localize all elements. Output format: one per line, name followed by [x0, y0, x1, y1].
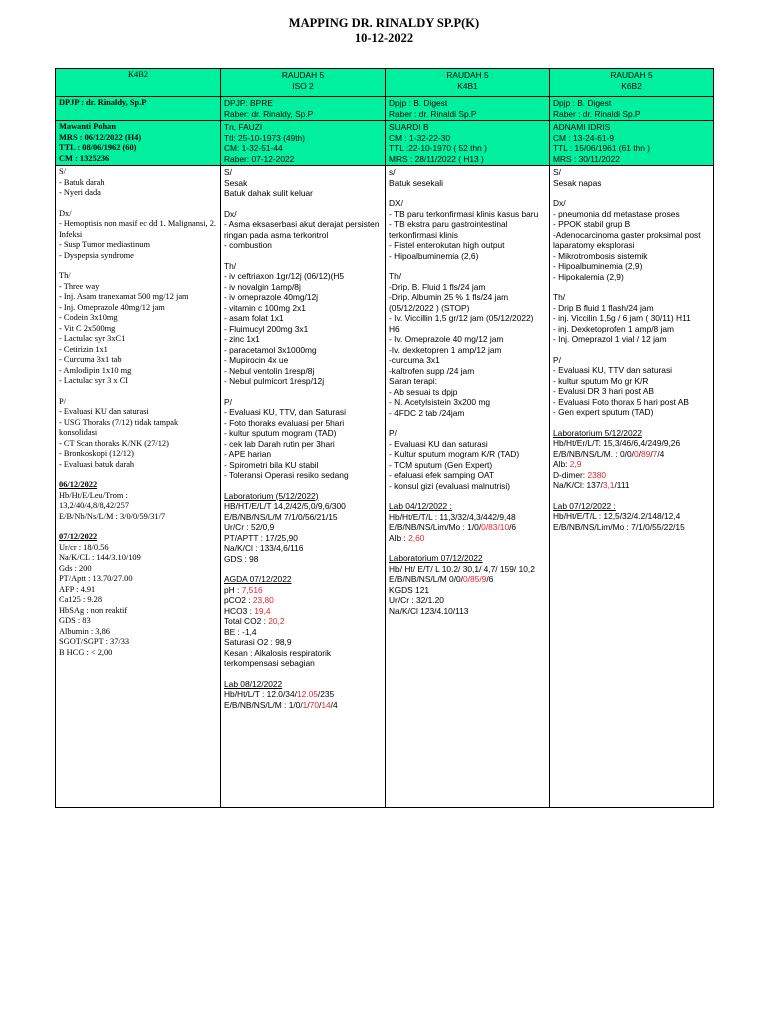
text-line: - APE harian: [224, 449, 272, 459]
text-line: -Drip. Albumin 25 % 1 fls/24 jam (05/12/2022 ) (STOP): [389, 292, 509, 313]
text-line: - Three way: [59, 281, 100, 291]
text-line: - kultur sputum Mo gr K/R: [553, 375, 649, 386]
cell-line: Ttl: 25-10-1973 (49th): [224, 132, 306, 143]
diagnosis-section: [59, 209, 217, 262]
cell-line: ADNAMI IDRIS: [553, 122, 611, 132]
cell-line: SUARDI B: [389, 122, 429, 132]
therapy-section: [224, 261, 382, 387]
text-line: Albumin : 3,86: [59, 626, 110, 636]
cell-line: Raber : dr. Rinaldi Sp.P: [553, 108, 641, 119]
text-line: Batuk sesekali: [389, 177, 443, 188]
text-line: - inj. Viccilin 1,5g / 6 jam ( 30/11) H11: [553, 313, 691, 323]
text-line: - combustion: [224, 240, 272, 250]
text-line: s/: [389, 167, 396, 177]
text-line: - Cetirizin 1x1: [59, 344, 108, 354]
cell-line: Mawanti Pohan: [59, 122, 117, 131]
text-line: P/: [389, 428, 397, 438]
text-line: Sesak napas: [553, 177, 602, 188]
text-line: - CT Scan thoraks K/NK (27/12): [59, 438, 169, 448]
text-line: Dx/: [553, 198, 566, 208]
text-line: P/: [59, 396, 66, 406]
agda-hco3: HCO3 : 19,4: [224, 605, 271, 616]
agda-results: [224, 627, 382, 669]
therapy-section: [553, 292, 710, 345]
text-line: -Iv. dexketopren 1 amp/12 jam: [389, 344, 502, 355]
lab-hb-line: Hb/Ht/L/T : 12.0/34/12.05/235: [224, 689, 335, 699]
text-line: - TB paru terkonfirmasi klinis kasus baru: [389, 208, 539, 219]
text-line: GDS : 98: [224, 553, 259, 564]
text-line: - Evaluasi batuk darah: [59, 459, 135, 469]
cell-line: K4B1: [457, 80, 478, 91]
text-line: - Fistel enterokutan high output: [389, 240, 505, 250]
text-line: - USG Thoraks (7/12) tidak tampak konsolidasi: [59, 417, 179, 437]
cell-line: Raber: dr. Rinaldy, Sp.P: [224, 108, 314, 119]
text-line: - Bronkoskopi (12/12): [59, 449, 134, 458]
lab-hb-line: Hb/Ht/E/T/L : 11,3/32/4,3/442/9,48: [389, 511, 516, 522]
text-line: -kaltrofen supp /24 jam: [389, 365, 475, 376]
text-line: - Hipoalbuminemia (2,9): [553, 261, 643, 271]
lab-ddimer-line: D-dimer: 2380: [553, 469, 607, 480]
lab-date-title: Laboratorium (5/12/2022): [224, 490, 319, 501]
text-line: - Dyspepsia syndrome: [59, 250, 134, 260]
plan-section: [224, 397, 382, 481]
text-line: - Amlodipin 1x10 mg: [59, 365, 132, 375]
lab-date-title: Laboratorium 5/12/2022: [553, 427, 642, 438]
patient-cell: [386, 121, 550, 166]
cell-line: Raber : dr. Rinaldi Sp.P: [389, 108, 477, 119]
dpjp-cell: [221, 97, 386, 121]
text-line: - Nebul ventolin 1resp/8j: [224, 365, 315, 376]
text-line: - N. Acetylsistein 3x200 mg: [389, 397, 491, 407]
text-line: - Evaluasi KU dan saturasi: [389, 438, 488, 449]
agda-tco2: Total CO2 : 20,2: [224, 616, 285, 626]
text-line: Hb/Ht/E/Leu/Trom :: [59, 490, 128, 500]
patient-row: [56, 121, 714, 166]
dpjp-cell: [550, 97, 714, 121]
text-line: - Toleransi Operasi resiko sedang: [224, 470, 349, 480]
cell-line: RAUDAH 5: [281, 70, 325, 80]
text-line: Ur/Cr : 52/0,9: [224, 522, 275, 532]
text-line: - inj. Dexketoprofen 1 amp/8 jam: [553, 323, 675, 334]
text-line: - asam folat 1x1: [224, 313, 284, 323]
text-line: - Curcuma 3x1 tab: [59, 355, 122, 364]
text-line: - Evaluasi KU, TTV dan saturasi: [553, 365, 673, 375]
text-line: - Drip B fluid 1 flash/24 jam: [553, 302, 654, 313]
cell-line: DPJP : dr. Rinaldy, Sp.P: [59, 98, 147, 107]
text-line: S/: [59, 167, 66, 176]
text-line: - Lactulac syr 3 x CI: [59, 376, 129, 385]
text-line: Th/: [224, 260, 237, 271]
text-line: Saran terapi:: [389, 376, 437, 386]
plan-section: [553, 355, 710, 418]
soap-cell-patient-4: [550, 166, 714, 808]
text-line: - iv novalgin 1amp/8j: [224, 281, 301, 292]
dpjp-cell: [56, 97, 221, 121]
text-line: - Evaluasi KU, TTV, dan Saturasi: [224, 407, 346, 417]
ward-header: [56, 69, 221, 97]
ward-header: [550, 69, 714, 97]
lab-results: [553, 511, 710, 532]
text-line: S/: [224, 167, 232, 177]
text-line: - Iv. Omeprazole 40 mg/12 jam: [389, 334, 504, 344]
lab-date-title: Lab 07/12/2022 :: [553, 500, 616, 511]
soap-cell-patient-3: [386, 166, 550, 808]
plan-section: [59, 397, 217, 471]
lab-results: [59, 543, 217, 659]
soap-cell-patient-1: [56, 166, 221, 808]
plan-section: [389, 428, 546, 491]
text-line: Batuk dahak sulit keluar: [224, 188, 313, 198]
cell-line: RAUDAH 5: [610, 70, 653, 80]
text-line: AFP : 4.91: [59, 584, 96, 594]
text-line: Na/K/CL : 144/3.10/109: [59, 553, 141, 562]
text-line: - efaluasi efek samping OAT: [389, 470, 495, 480]
text-line: - Spirometri bila KU stabil: [224, 459, 319, 470]
ward-header-row: [56, 69, 714, 97]
text-line: Na/K/Cl : 133/4,6/116: [224, 543, 304, 553]
lab-diff-line: E/B/NB/NS/Lim/Mo : 1/0/0/83/10/6: [389, 522, 517, 532]
cell-line: TTL : 15/06/1961 (61 thn ): [553, 143, 650, 153]
agda-title: AGDA 07/12/2022: [224, 574, 292, 584]
text-line: - 4FDC 2 tab /24jam: [389, 407, 465, 418]
cell-line: Raber: 07-12-2022: [224, 153, 295, 164]
text-line: Hb/Ht/E/T/L : 12,5/32/4.2/148/12,4: [553, 511, 681, 521]
diagnosis-section: [553, 198, 710, 282]
text-line: P/: [224, 396, 232, 407]
cell-line: Dpjp : B. Digest: [553, 98, 612, 108]
text-line: - Evaluasi KU dan saturasi: [59, 407, 149, 416]
text-line: - Batuk darah: [59, 177, 105, 187]
text-line: - Fluimucyl 200mg 3x1: [224, 323, 309, 334]
text-line: HbSAg : non reaktif: [59, 605, 128, 615]
text-line: E/B/NB/NS/Lim/Mo : 7/1/0/55/22/15: [553, 521, 685, 532]
text-line: Th/: [59, 271, 71, 280]
text-line: Sesak: [224, 177, 248, 188]
text-line: - Inj. Omeprazol 1 vial / 12 jam: [553, 334, 667, 344]
lab-date-title: 06/12/2022: [59, 480, 98, 489]
lab-results: [224, 501, 382, 564]
cell-line: Tn, FAUZI: [224, 122, 263, 132]
text-line: - Lactulac syr 3xC1: [59, 334, 126, 343]
text-line: - kultur sputum mogram (TAD): [224, 428, 337, 438]
text-line: - Codein 3x10mg: [59, 313, 118, 322]
text-line: -Adenocarcinoma gaster proksimal post laparatomy eksplorasi: [553, 229, 701, 250]
page-date: 10-12-2022: [354, 31, 414, 45]
text-line: - zinc 1x1: [224, 334, 260, 344]
text-line: PT/APTT : 17/25,90: [224, 532, 298, 543]
text-line: - TB ekstra paru gastrointestinal terkonfirmasi klinis: [389, 219, 508, 240]
text-line: -Drip. B. Fluid 1 fls/24 jam: [389, 281, 486, 292]
dpjp-cell: [386, 97, 550, 121]
lab-diff-line: E/B/NB/NS/L/M. : 0/0/0/89/7/4: [553, 448, 665, 459]
text-line: Gds : 200: [59, 563, 92, 573]
cell-line: MRS : 30/11/2022: [553, 153, 620, 164]
text-line: Ur/cr : 18/0.56: [59, 542, 109, 552]
text-line: HB/HT/E/L/T 14,2/42/5,0/9,6/300: [224, 501, 346, 511]
cell-line: RAUDAH 5: [446, 70, 489, 80]
lab-albumin-line: Alb: 2,9: [553, 459, 582, 469]
text-line: - Mupirocin 4x ue: [224, 355, 289, 365]
cell-line: MRS : 06/12/2022 (H4): [59, 132, 142, 142]
subjective-section: [553, 167, 710, 188]
text-line: - Gen expert sputum (TAD): [553, 407, 654, 417]
text-line: - Ab sesuai ts dpjp: [389, 386, 458, 397]
text-line: - Asma eksaserbasi akut derajat persisten ringan pada asma terkontrol: [224, 219, 380, 240]
soap-row: [56, 166, 714, 808]
cell-line: Dpjp : B. Digest: [389, 98, 448, 108]
patient-mapping-table: [55, 68, 714, 808]
dpjp-row: [56, 97, 714, 121]
soap-cell-patient-2: [221, 166, 386, 808]
text-line: Na/K/Cl 123/4.10/113: [389, 605, 469, 616]
text-line: Ca125 : 9.28: [59, 595, 103, 604]
lab-date-title: 07/12/2022: [59, 532, 98, 541]
ward-header: [221, 69, 386, 97]
text-line: - Hemoptisis non masif ec dd 1. Malignansi, 2. Infeksi: [59, 219, 217, 239]
subjective-section: [224, 167, 382, 199]
cell-line: TTL :22-10-1970 ( 52 thn ): [389, 143, 487, 153]
text-line: - TCM sputum (Gen Expert): [389, 459, 493, 470]
text-line: - pneumonia dd metastase proses: [553, 208, 680, 219]
lab-date-title: Lab 08/12/2022: [224, 678, 283, 689]
text-line: PT/Aptt : 13.70/27.00: [59, 574, 133, 583]
text-line: - Evaluasi Foto thorax 5 hari post AB: [553, 396, 689, 407]
text-line: - paracetamol 3x1000mg: [224, 344, 317, 355]
cell-line: CM : 13-24-61-9: [553, 132, 614, 143]
text-line: BE : -1,4: [224, 626, 257, 637]
text-line: GDS : 83: [59, 616, 91, 625]
text-line: S/: [553, 167, 561, 177]
cell-line: ISO 2: [292, 80, 314, 91]
cell-line: TTL : 08/06/1962 (60): [59, 143, 137, 152]
cell-line: K6B2: [621, 80, 642, 91]
text-line: P/: [553, 354, 561, 365]
agda-pco2: pCO2 : 23,80: [224, 595, 274, 605]
cell-line: CM: 1-32-51-44: [224, 143, 283, 153]
cell-line: DPJP: BPRE: [224, 98, 273, 108]
text-line: Th/: [389, 271, 402, 281]
text-line: - Inj. Omeprazole 40mg/12 jam: [59, 302, 165, 312]
agda-ph: pH : 7,516: [224, 584, 263, 595]
patient-cell: [550, 121, 714, 166]
text-line: Ur/Cr : 32/1.20: [389, 595, 444, 605]
text-line: - konsul gizi (evaluasi malnutrisi): [389, 480, 511, 491]
text-line: - vitamin c 100mg 2x1: [224, 302, 306, 313]
therapy-section: [59, 271, 217, 387]
text-line: - iv ceftriaxon 1gr/12j (06/12)(H5: [224, 271, 345, 281]
text-line: E/B/NB/NS/L/M 7/1/0/56/21/15: [224, 511, 338, 522]
cell-line: K4B2: [127, 70, 148, 79]
text-line: KGDS 121: [389, 584, 430, 595]
text-line: - PPOK stabil grup B: [553, 219, 631, 229]
text-line: Saturasi O2 : 98,9: [224, 637, 292, 647]
text-line: - Nyeri dada: [59, 188, 101, 197]
cell-line: CM : 1-32-22-30: [389, 132, 450, 143]
patient-cell: [221, 121, 386, 166]
text-line: B HCG : < 2,00: [59, 647, 113, 657]
text-line: - Evalusi DR 3 hari post AB: [553, 386, 655, 396]
lab-date-title: Laboratorium 07/12/2022: [389, 553, 483, 563]
text-line: - Inj. Asam tranexamat 500 mg/12 jam: [59, 292, 189, 301]
cell-line: CM : 1325236: [59, 153, 110, 163]
text-line: - Hipoalbuminemia (2,6): [389, 250, 479, 261]
lab-hb-line: Hb/ Ht/ E/T/ L 10.2/ 30,1/ 4,7/ 159/ 10,2: [389, 563, 535, 574]
text-line: - Hipokalemia (2,9): [553, 271, 624, 282]
lab-results: [59, 491, 217, 523]
text-line: DX/: [389, 198, 403, 208]
subjective-section: [59, 167, 217, 199]
diagnosis-section: [389, 198, 546, 261]
text-line: - Nebul pulmicort 1resp/12j: [224, 376, 325, 386]
text-line: Th/: [553, 292, 566, 302]
text-line: SGOT/SGPT : 37/33: [59, 637, 130, 646]
text-line: Dx/: [224, 208, 237, 219]
text-line: -curcuma 3x1: [389, 355, 440, 365]
text-line: - Kultur sputum mogram K/R (TAD): [389, 449, 520, 459]
lab-hb-line: Hb/Ht/Er/L/T: 15,3/46/6,4/249/9,26: [553, 438, 681, 448]
text-line: Dx/: [59, 208, 72, 218]
lab-diff-line: E/B/NB/NS/L/M : 1/0/1/70/14/4: [224, 699, 338, 710]
text-line: Kesan : Alkalosis respiratorik terkompensasi sebagian: [224, 647, 332, 668]
text-line: E/B/Nb/Ns/L/M : 3/0/0/59/31/7: [59, 511, 166, 521]
page-title: MAPPING DR. RINALDY SP.P(K): [288, 16, 480, 30]
therapy-section: [389, 271, 546, 418]
lab-results: [389, 585, 546, 617]
text-line: - Vit C 2x500mg: [59, 323, 116, 333]
diagnosis-section: [224, 209, 382, 251]
lab-albumin-line: Alb : 2,60: [389, 532, 425, 543]
text-line: - Iv. Viccillin 1,5 gr/12 jam (05/12/2022) H6: [389, 313, 534, 334]
cell-line: MRS : 28/11/2022 ( H13 ): [389, 153, 484, 164]
lab-electrolyte-line: Na/K/Cl: 137/3,1/111: [553, 480, 630, 490]
lab-diff-line: E/B/NB/NS/L/M 0/0/0/85/9/6: [389, 574, 494, 584]
text-line: - Mikrotrombosis sistemik: [553, 250, 648, 261]
text-line: 13,2/40/4,8/8,42/257: [59, 501, 130, 510]
text-line: - Foto thoraks evaluasi per 5hari: [224, 417, 345, 428]
text-line: - cek lab Darah rutin per 3hari: [224, 438, 335, 449]
patient-cell: [56, 121, 221, 166]
text-line: - Susp Tumor mediastinum: [59, 240, 150, 249]
ward-header: [386, 69, 550, 97]
subjective-section: [389, 167, 546, 188]
text-line: - iv omeprazole 40mg/12j: [224, 292, 319, 302]
lab-date-title: Lab 04/12/2022 :: [389, 501, 452, 511]
